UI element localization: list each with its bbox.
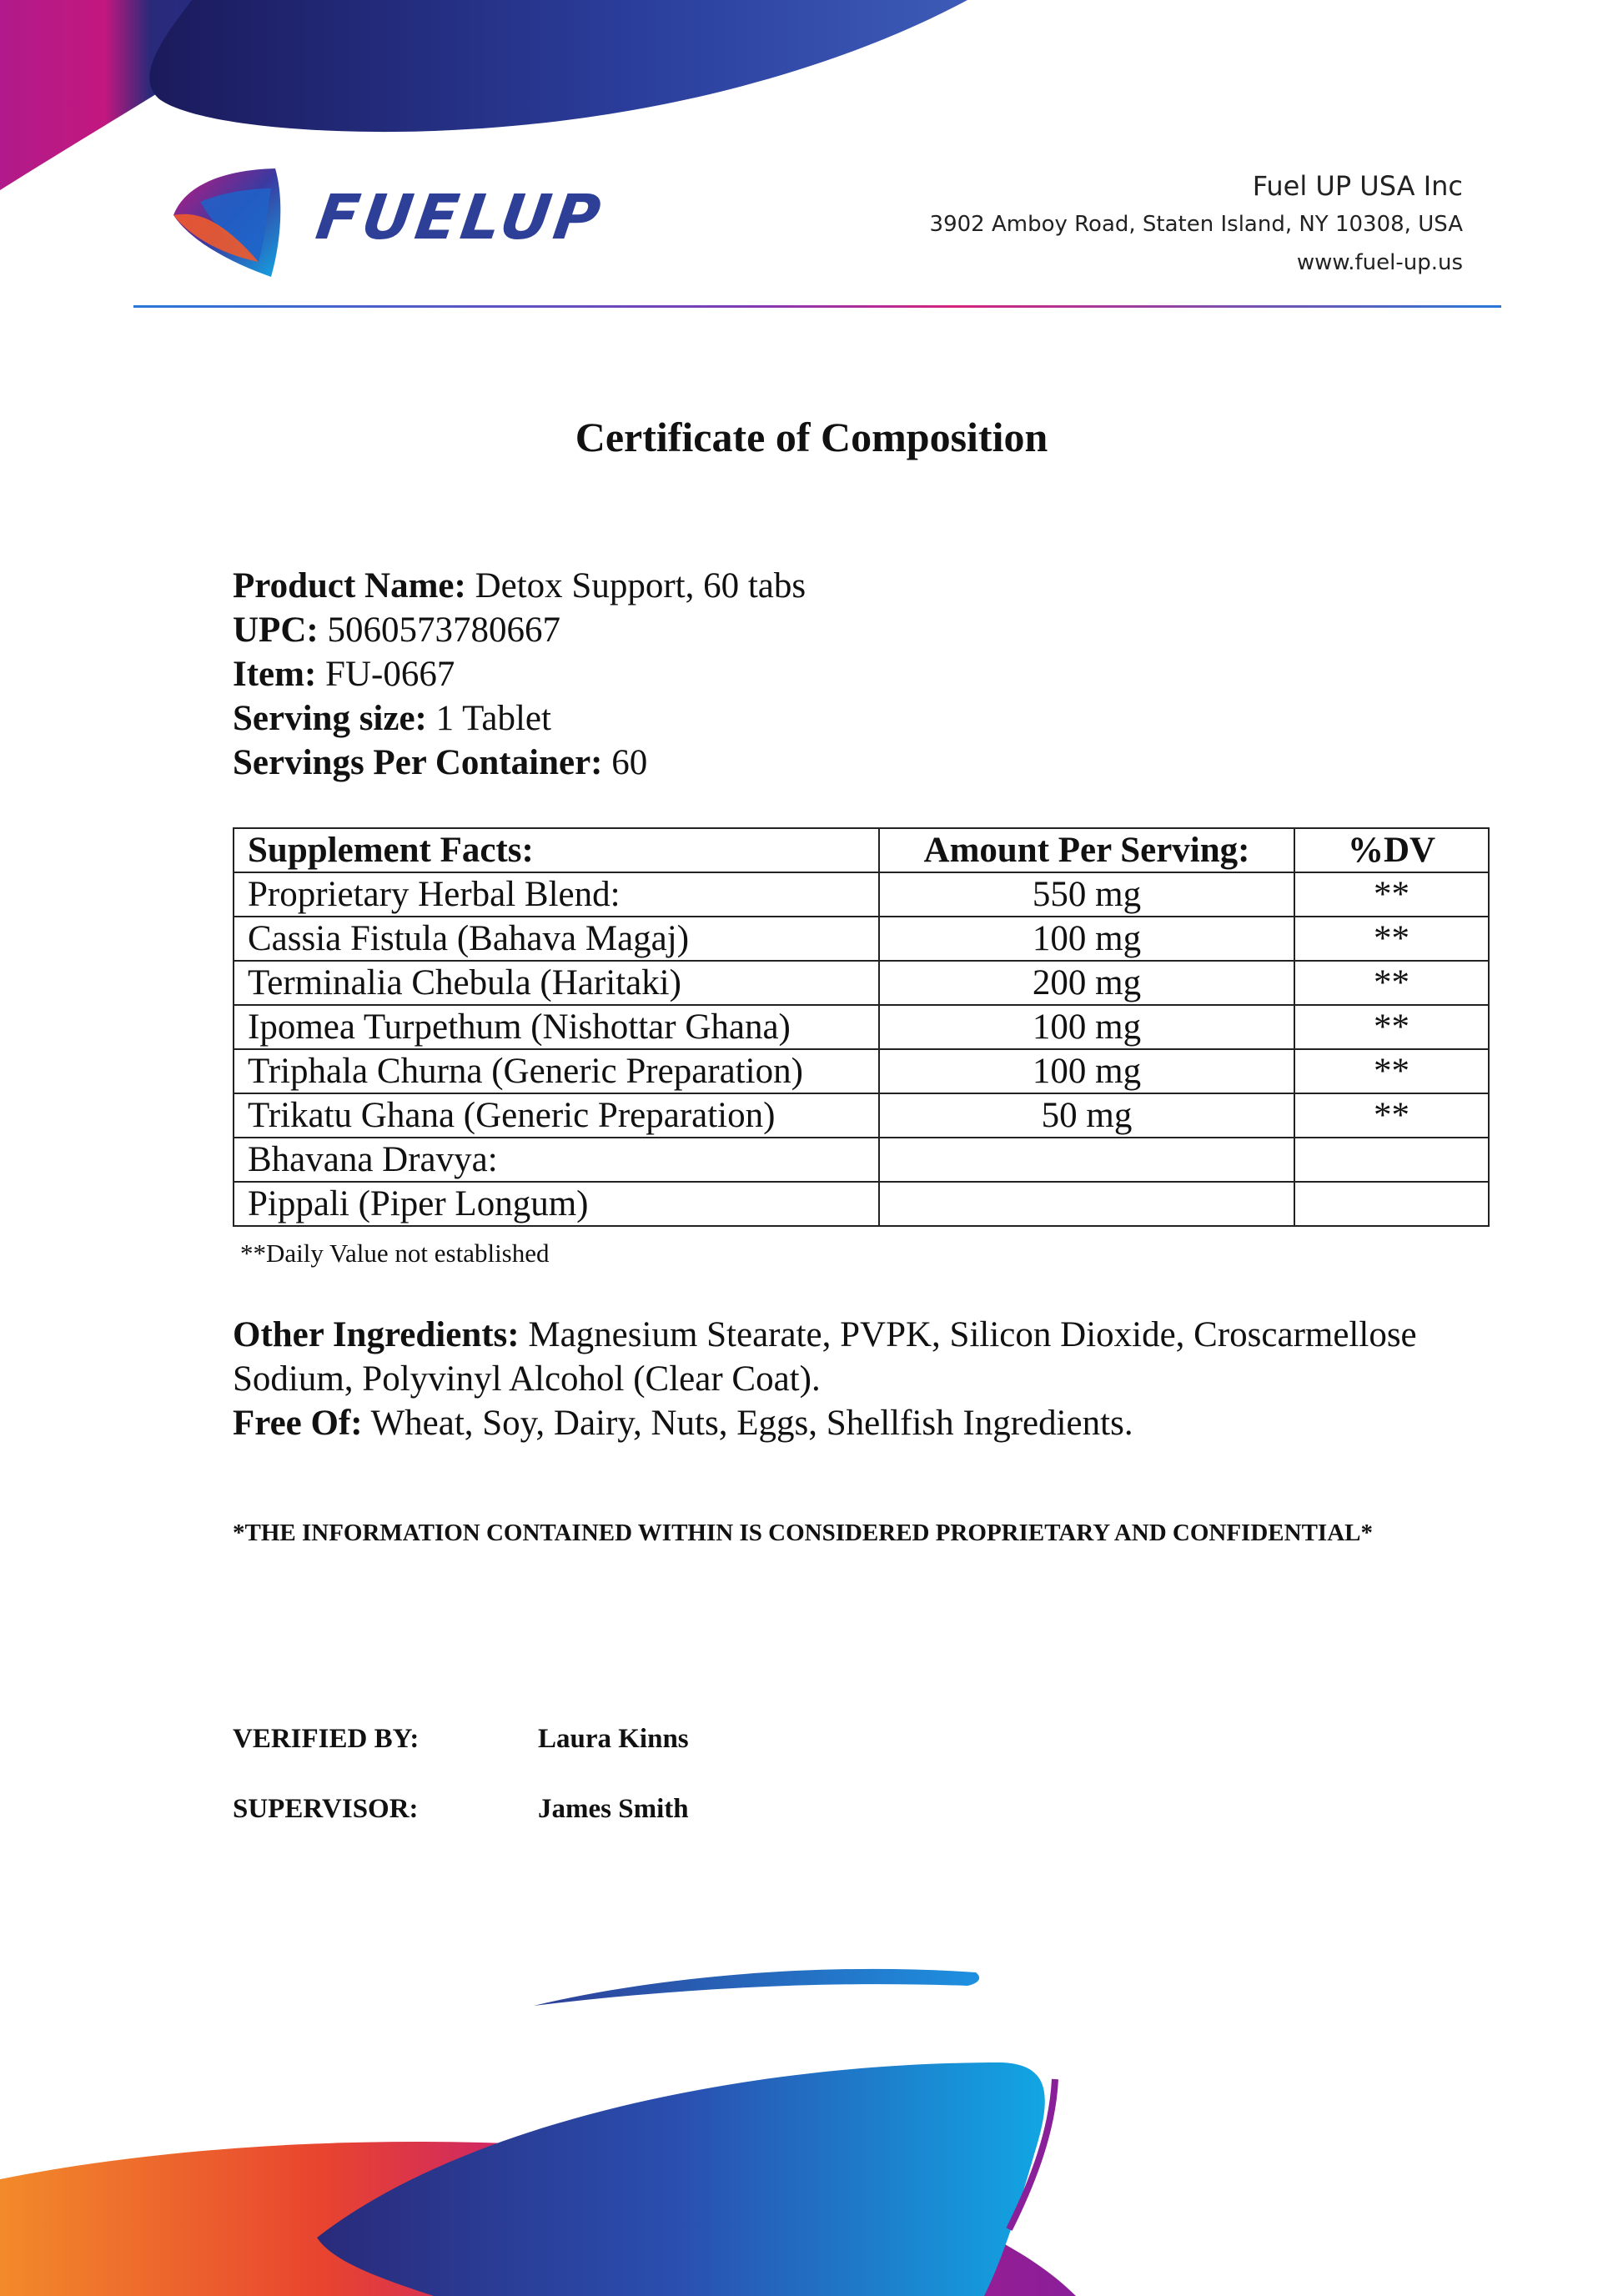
ingredient-cell: Triphala Churna (Generic Preparation) <box>234 1049 879 1093</box>
company-website[interactable]: www.fuel-up.us <box>1296 250 1463 275</box>
table-row <box>234 1005 1489 1049</box>
product-info <box>233 564 806 785</box>
ingredient-cell: Ipomea Turpethum (Nishottar Ghana) <box>234 1005 879 1049</box>
supervisor-name: James Smith <box>538 1794 689 1824</box>
ingredient-cell: Cassia Fistula (Bahava Magaj) <box>234 917 879 961</box>
table-row <box>234 961 1489 1005</box>
company-logo <box>167 163 634 289</box>
ingredient-cell: Terminalia Chebula (Haritaki) <box>234 961 879 1005</box>
dv-cell: ** <box>1294 1049 1489 1093</box>
dv-cell: ** <box>1294 1093 1489 1138</box>
ingredient-cell: Trikatu Ghana (Generic Preparation) <box>234 1093 879 1138</box>
servings-per-container-line: Servings Per Container: 60 <box>233 743 648 782</box>
footer-decoration <box>0 1962 1623 2296</box>
confidential-notice: *THE INFORMATION CONTAINED WITHIN IS CONSIDERED PROPRIETARY AND CONFIDENTIAL* <box>233 1520 1373 1546</box>
company-info <box>930 167 1463 282</box>
free-of-line: Free Of: Wheat, Soy, Dairy, Nuts, Eggs, Shellfish Ingredients. <box>233 1404 1133 1443</box>
table-row <box>234 1049 1489 1093</box>
table-row <box>234 1093 1489 1138</box>
amount-cell: 50 mg <box>879 1093 1294 1138</box>
product-name-line: Product Name: Detox Support, 60 tabs <box>233 566 806 605</box>
column-header: Amount Per Serving: <box>879 828 1294 872</box>
table-footnote: **Daily Value not established <box>240 1238 550 1268</box>
dv-cell: ** <box>1294 917 1489 961</box>
column-header: Supplement Facts: <box>234 828 879 872</box>
company-address: 3902 Amboy Road, Staten Island, NY 10308, USA <box>929 212 1463 237</box>
dv-cell: ** <box>1294 1005 1489 1049</box>
serving-size-line: Serving size: 1 Tablet <box>233 699 551 738</box>
table-row <box>234 1182 1489 1226</box>
ingredient-cell: Bhavana Dravya: <box>234 1138 879 1182</box>
amount-cell <box>879 1138 1294 1182</box>
dv-cell: ** <box>1294 872 1489 917</box>
company-name: Fuel UP USA Inc <box>1252 170 1463 202</box>
ingredients-section <box>233 1313 1500 1445</box>
amount-cell <box>879 1182 1294 1226</box>
table-row <box>234 917 1489 961</box>
amount-cell: 550 mg <box>879 872 1294 917</box>
amount-cell: 200 mg <box>879 961 1294 1005</box>
table-header-row <box>234 828 1489 872</box>
ingredient-cell: Pippali (Piper Longum) <box>234 1182 879 1226</box>
logo-wordmark: FUELUP <box>311 182 608 254</box>
supervisor-label: SUPERVISOR: <box>233 1794 419 1824</box>
column-header: %DV <box>1294 828 1489 872</box>
item-line: Item: FU-0667 <box>233 655 455 694</box>
dv-cell <box>1294 1138 1489 1182</box>
page-title: Certificate of Composition <box>575 414 1048 460</box>
supplement-facts-table <box>233 827 1490 1227</box>
ingredient-cell: Proprietary Herbal Blend: <box>234 872 879 917</box>
header-divider <box>133 305 1501 308</box>
other-ingredients-line: Other Ingredients: Magnesium Stearate, PVPK, Silicon Dioxide, Croscarmellose Sodium, Polyvinyl Alcohol (Clear Coat). <box>233 1315 1417 1399</box>
dv-cell: ** <box>1294 961 1489 1005</box>
fuelup-logo-mark-icon <box>167 163 292 280</box>
upc-line: UPC: 5060573780667 <box>233 610 560 650</box>
amount-cell: 100 mg <box>879 1005 1294 1049</box>
amount-cell: 100 mg <box>879 1049 1294 1093</box>
table-row <box>234 1138 1489 1182</box>
verified-by-label: VERIFIED BY: <box>233 1724 420 1754</box>
dv-cell <box>1294 1182 1489 1226</box>
table-row <box>234 872 1489 917</box>
amount-cell: 100 mg <box>879 917 1294 961</box>
verified-by-name: Laura Kinns <box>538 1724 689 1754</box>
